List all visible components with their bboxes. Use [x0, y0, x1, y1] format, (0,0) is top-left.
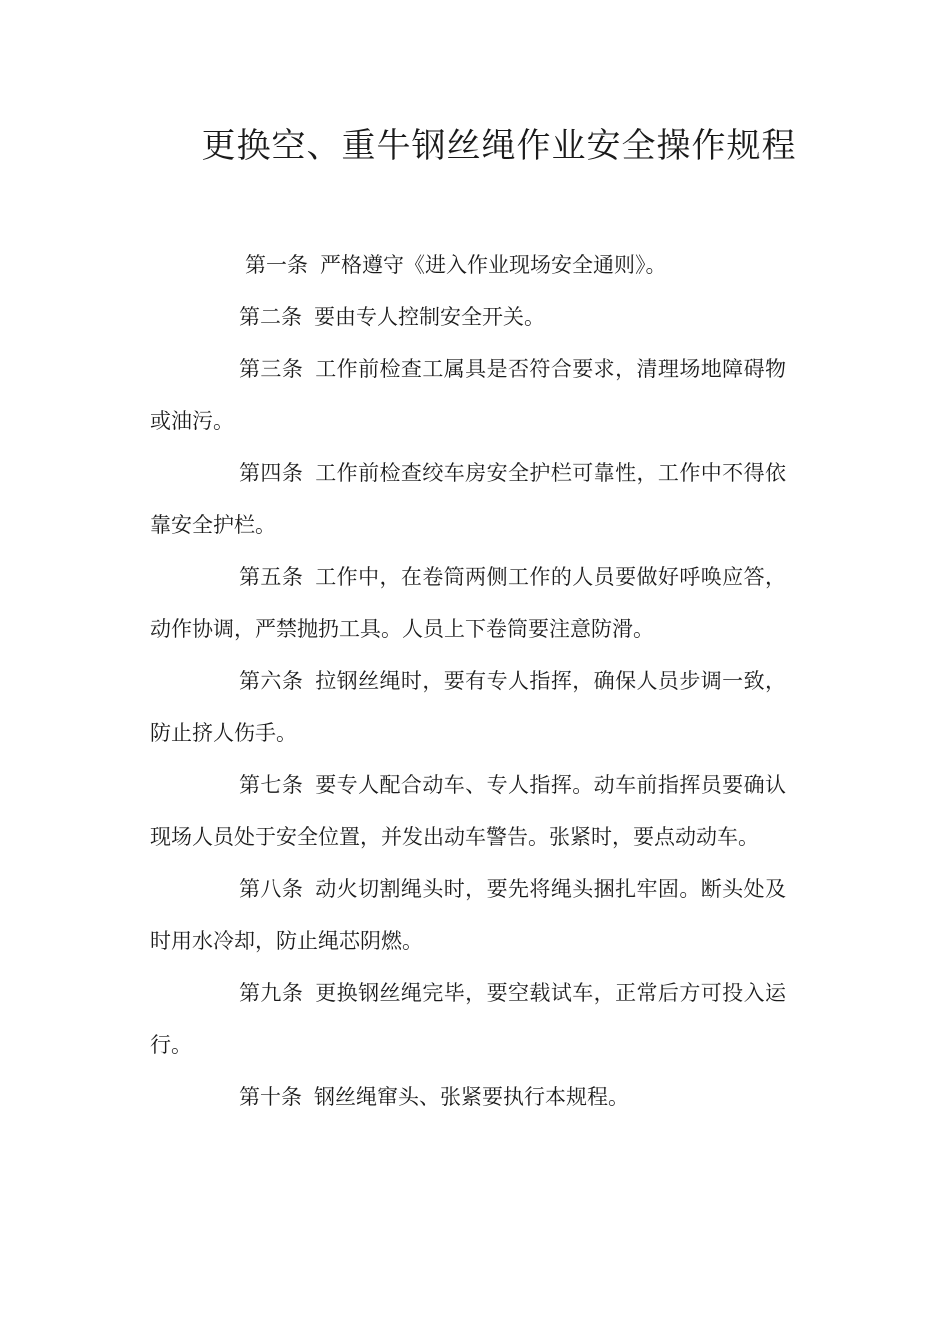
article-text: 更换钢丝绳完毕，要空载试车，正常后方可投入运行。 [150, 981, 786, 1057]
article-10 [150, 1071, 786, 1123]
article-number: 第一条 [245, 253, 308, 277]
article-number: 第四条 [239, 461, 304, 485]
article-text: 要专人配合动车、专人指挥。动车前指挥员要确认现场人员处于安全位置，并发出动车警告。张紧时，要点动动车。 [150, 773, 786, 849]
article-number: 第八条 [239, 877, 304, 901]
article-3 [150, 343, 786, 447]
article-number: 第六条 [239, 669, 304, 693]
article-text: 钢丝绳窜头、张紧要执行本规程。 [314, 1085, 629, 1109]
article-number: 第三条 [239, 357, 304, 381]
article-9 [150, 967, 786, 1071]
article-text: 动火切割绳头时，要先将绳头捆扎牢固。断头处及时用水冷却，防止绳芯阴燃。 [150, 877, 786, 953]
article-text: 严格遵守《进入作业现场安全通则》。 [320, 253, 667, 277]
article-number: 第十条 [239, 1085, 302, 1109]
article-7 [150, 759, 786, 863]
article-text: 工作前检查工属具是否符合要求，清理场地障碍物或油污。 [150, 357, 786, 433]
article-2 [150, 291, 786, 343]
article-text: 拉钢丝绳时，要有专人指挥，确保人员步调一致，防止挤人伤手。 [150, 669, 786, 745]
article-6 [150, 655, 786, 759]
article-1 [150, 239, 786, 291]
article-number: 第九条 [239, 981, 304, 1005]
article-number: 第二条 [239, 305, 302, 329]
article-text: 工作前检查绞车房安全护栏可靠性，工作中不得依靠安全护栏。 [150, 461, 786, 537]
article-number: 第五条 [239, 565, 304, 589]
document-body [150, 239, 786, 1123]
article-8 [150, 863, 786, 967]
article-5 [150, 551, 786, 655]
article-4 [150, 447, 786, 551]
document-title: 更换空、重牛钢丝绳作业安全操作规程 [201, 126, 797, 166]
article-text: 要由专人控制安全开关。 [314, 305, 545, 329]
article-text: 工作中，在卷筒两侧工作的人员要做好呼唤应答，动作协调，严禁抛扔工具。人员上下卷筒要注意防滑。 [150, 565, 786, 641]
article-number: 第七条 [239, 773, 304, 797]
